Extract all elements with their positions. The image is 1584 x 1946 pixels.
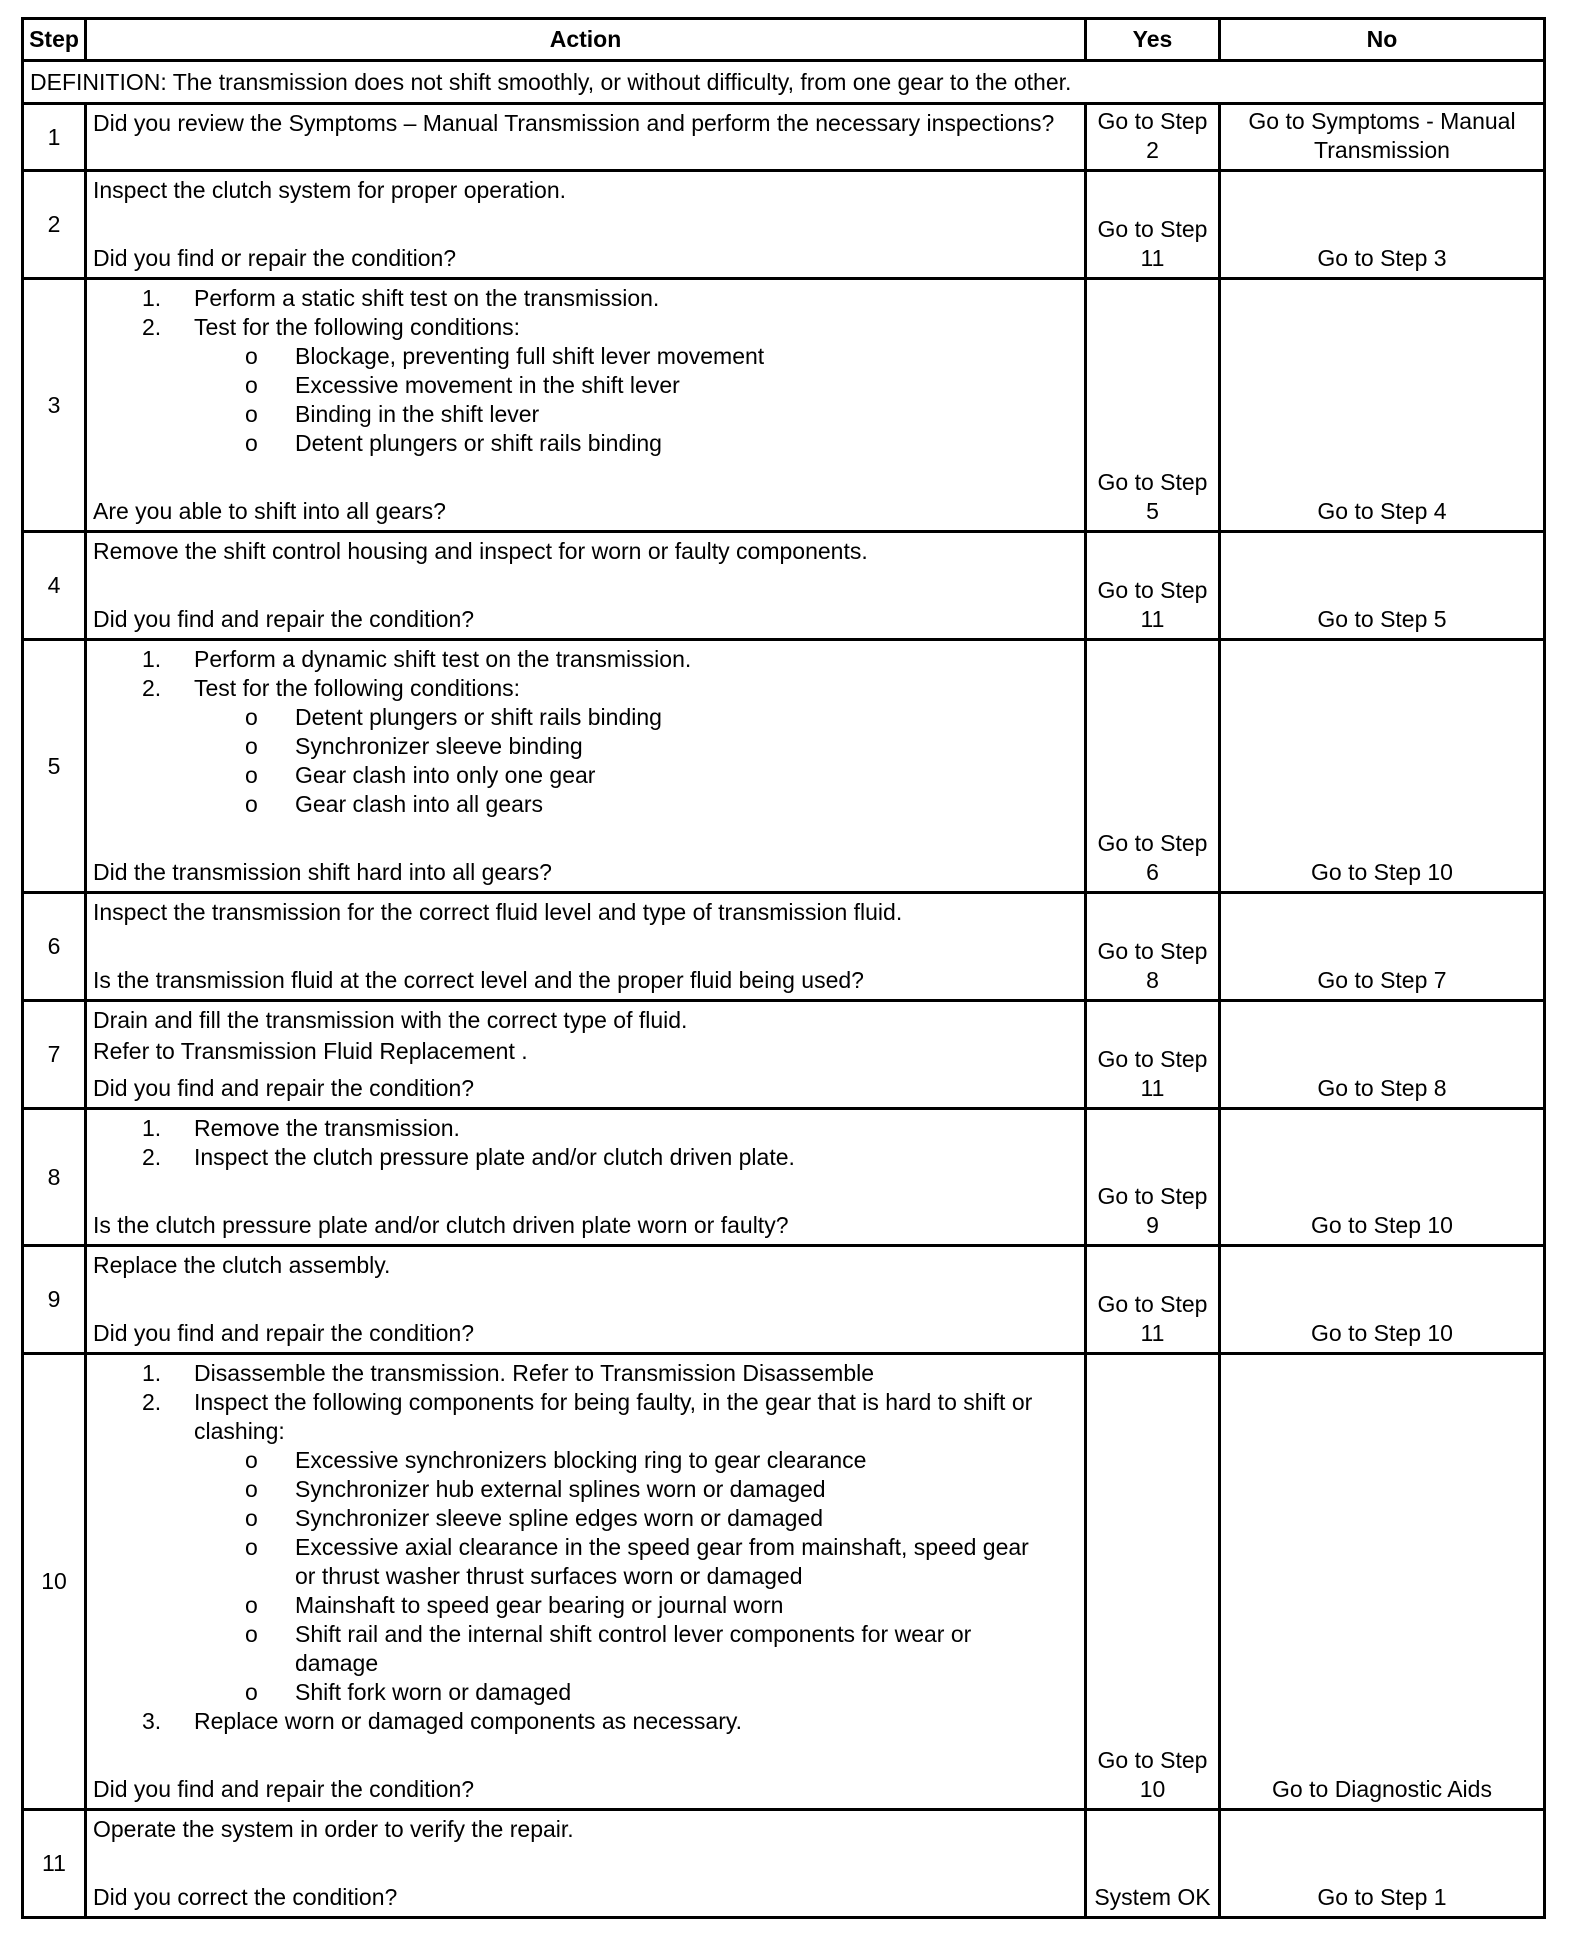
action-text: Remove the shift control housing and inspect for worn or faulty components. [93,538,868,564]
action-text: Did you review the Symptoms – Manual Transmission and perform the necessary inspections? [93,110,1055,136]
action-question: Did you correct the condition? [93,1884,398,1910]
action-cell [86,640,1086,893]
bullet-list [93,703,1078,819]
bullet-icon: o [245,1505,258,1531]
bullet-icon: o [245,430,258,456]
bullet-list [93,1446,1078,1707]
header-yes: Yes [1086,19,1220,61]
header-step: Step [23,19,86,61]
bullet-icon: o [245,1679,258,1705]
yes-cell: Go to Step 11 [1086,532,1220,640]
action-text: Inspect the transmission for the correct fluid level and type of transmission fluid. [93,899,903,925]
bullet-list [93,342,1078,458]
no-cell: Go to Step 10 [1220,1109,1545,1246]
step-number: 5 [23,640,86,893]
action-text: Inspect the clutch system for proper operation. [93,177,567,203]
bullet-icon: o [245,762,258,788]
bullet-icon: o [245,343,258,369]
list-item: 3. Replace worn or damaged components as necessary. [142,1708,743,1734]
step-number: 3 [23,279,86,532]
list-item: o Shift rail and the internal shift control lever components for wear or damage [245,1621,972,1676]
action-question: Did you find and repair the condition? [93,1320,475,1346]
list-item: o Blockage, preventing full shift lever movement [245,343,765,369]
numbered-list [93,645,1078,703]
no-cell: Go to Diagnostic Aids [1220,1354,1545,1810]
list-item: o Binding in the shift lever [245,401,540,427]
step-number: 4 [23,532,86,640]
step-number: 6 [23,893,86,1001]
table-row [23,1246,1545,1354]
no-cell: Go to Step 10 [1220,1246,1545,1354]
yes-cell: Go to Step 9 [1086,1109,1220,1246]
action-cell [86,1001,1086,1109]
yes-cell: Go to Step 11 [1086,1001,1220,1109]
list-item: o Excessive axial clearance in the speed gear from mainshaft, speed gear or thrust washer thrust surfaces worn or damaged [245,1534,1029,1589]
list-item: 1. Disassemble the transmission. Refer to Transmission Disassemble [142,1360,875,1386]
action-question: Is the clutch pressure plate and/or clutch driven plate worn or faulty? [93,1212,789,1238]
bullet-icon: o [245,1534,258,1560]
action-cell [86,893,1086,1001]
list-item: 2. Inspect the following components for being faulty, in the gear that is hard to shift or clashing: [142,1389,1033,1444]
no-cell: Go to Symptoms - Manual Transmission [1220,104,1545,171]
no-cell: Go to Step 10 [1220,640,1545,893]
yes-cell: Go to Step 11 [1086,171,1220,279]
definition-text: DEFINITION: The transmission does not shift smoothly, or without difficulty, from one gear to the other. [23,61,1545,104]
yes-cell: Go to Step 2 [1086,104,1220,171]
list-item: o Detent plungers or shift rails binding [245,430,662,456]
table-row [23,1354,1545,1810]
yes-cell: Go to Step 8 [1086,893,1220,1001]
action-text: Replace the clutch assembly. [93,1252,391,1278]
bullet-icon: o [245,1621,258,1647]
action-cell [86,279,1086,532]
table-row [23,1001,1545,1109]
bullet-icon: o [245,1447,258,1473]
action-cell [86,171,1086,279]
table-row [23,893,1545,1001]
numbered-list [93,1114,1078,1172]
table-row [23,171,1545,279]
numbered-list [93,1359,1078,1446]
action-cell [86,104,1086,171]
numbered-list [93,284,1078,342]
list-item: o Synchronizer sleeve binding [245,733,583,759]
list-item: o Excessive synchronizers blocking ring to gear clearance [245,1447,867,1473]
bullet-icon: o [245,401,258,427]
table-row [23,640,1545,893]
list-item: o Gear clash into all gears [245,791,544,817]
action-cell [86,532,1086,640]
diagnostic-table-page [21,17,1543,1919]
yes-cell: Go to Step 5 [1086,279,1220,532]
action-text: Drain and fill the transmission with the correct type of fluid. [93,1007,688,1033]
yes-cell: Go to Step 11 [1086,1246,1220,1354]
step-number: 8 [23,1109,86,1246]
definition-row [23,61,1545,104]
header-row [23,19,1545,61]
header-no: No [1220,19,1545,61]
action-cell [86,1810,1086,1918]
step-number: 1 [23,104,86,171]
bullet-icon: o [245,733,258,759]
no-cell: Go to Step 3 [1220,171,1545,279]
action-question: Did you find and repair the condition? [93,1776,475,1802]
list-item: o Mainshaft to speed gear bearing or journal worn [245,1592,784,1618]
bullet-icon: o [245,704,258,730]
bullet-icon: o [245,1592,258,1618]
table-row [23,104,1545,171]
no-cell: Go to Step 5 [1220,532,1545,640]
action-question: Did the transmission shift hard into all gears? [93,859,552,885]
no-cell: Go to Step 4 [1220,279,1545,532]
action-question: Are you able to shift into all gears? [93,498,446,524]
bullet-icon: o [245,791,258,817]
step-number: 11 [23,1810,86,1918]
action-cell [86,1246,1086,1354]
table-row [23,279,1545,532]
yes-cell: Go to Step 10 [1086,1354,1220,1810]
list-item: o Gear clash into only one gear [245,762,596,788]
step-number: 2 [23,171,86,279]
table-row [23,1109,1545,1246]
list-item: o Shift fork worn or damaged [245,1679,572,1705]
action-question: Did you find and repair the condition? [93,1075,475,1101]
bullet-icon: o [245,372,258,398]
table-row [23,1810,1545,1918]
list-item: 2. Test for the following conditions: [142,675,521,701]
action-cell [86,1109,1086,1246]
step-number: 7 [23,1001,86,1109]
yes-cell: System OK [1086,1810,1220,1918]
list-item: o Synchronizer sleeve spline edges worn or damaged [245,1505,824,1531]
no-cell: Go to Step 7 [1220,893,1545,1001]
step-number: 10 [23,1354,86,1810]
numbered-list [93,1707,1078,1736]
action-text: Operate the system in order to verify the repair. [93,1816,574,1842]
list-item: o Synchronizer hub external splines worn or damaged [245,1476,826,1502]
list-item: 1. Remove the transmission. [142,1115,460,1141]
list-item: 2. Test for the following conditions: [142,314,521,340]
yes-cell: Go to Step 6 [1086,640,1220,893]
no-cell: Go to Step 1 [1220,1810,1545,1918]
list-item: 2. Inspect the clutch pressure plate and/or clutch driven plate. [142,1144,795,1170]
step-number: 9 [23,1246,86,1354]
no-cell: Go to Step 8 [1220,1001,1545,1109]
action-cell [86,1354,1086,1810]
diagnostic-table [21,17,1546,1919]
bullet-icon: o [245,1476,258,1502]
header-action: Action [86,19,1086,61]
list-item: o Detent plungers or shift rails binding [245,704,662,730]
action-question: Did you find or repair the condition? [93,245,457,271]
list-item: 1. Perform a dynamic shift test on the transmission. [142,646,692,672]
list-item: o Excessive movement in the shift lever [245,372,680,398]
reference-text: Refer to Transmission Fluid Replacement . [93,1038,528,1064]
list-item: 1. Perform a static shift test on the transmission. [142,285,660,311]
table-row [23,532,1545,640]
action-question: Did you find and repair the condition? [93,606,475,632]
action-question: Is the transmission fluid at the correct level and the proper fluid being used? [93,967,864,993]
